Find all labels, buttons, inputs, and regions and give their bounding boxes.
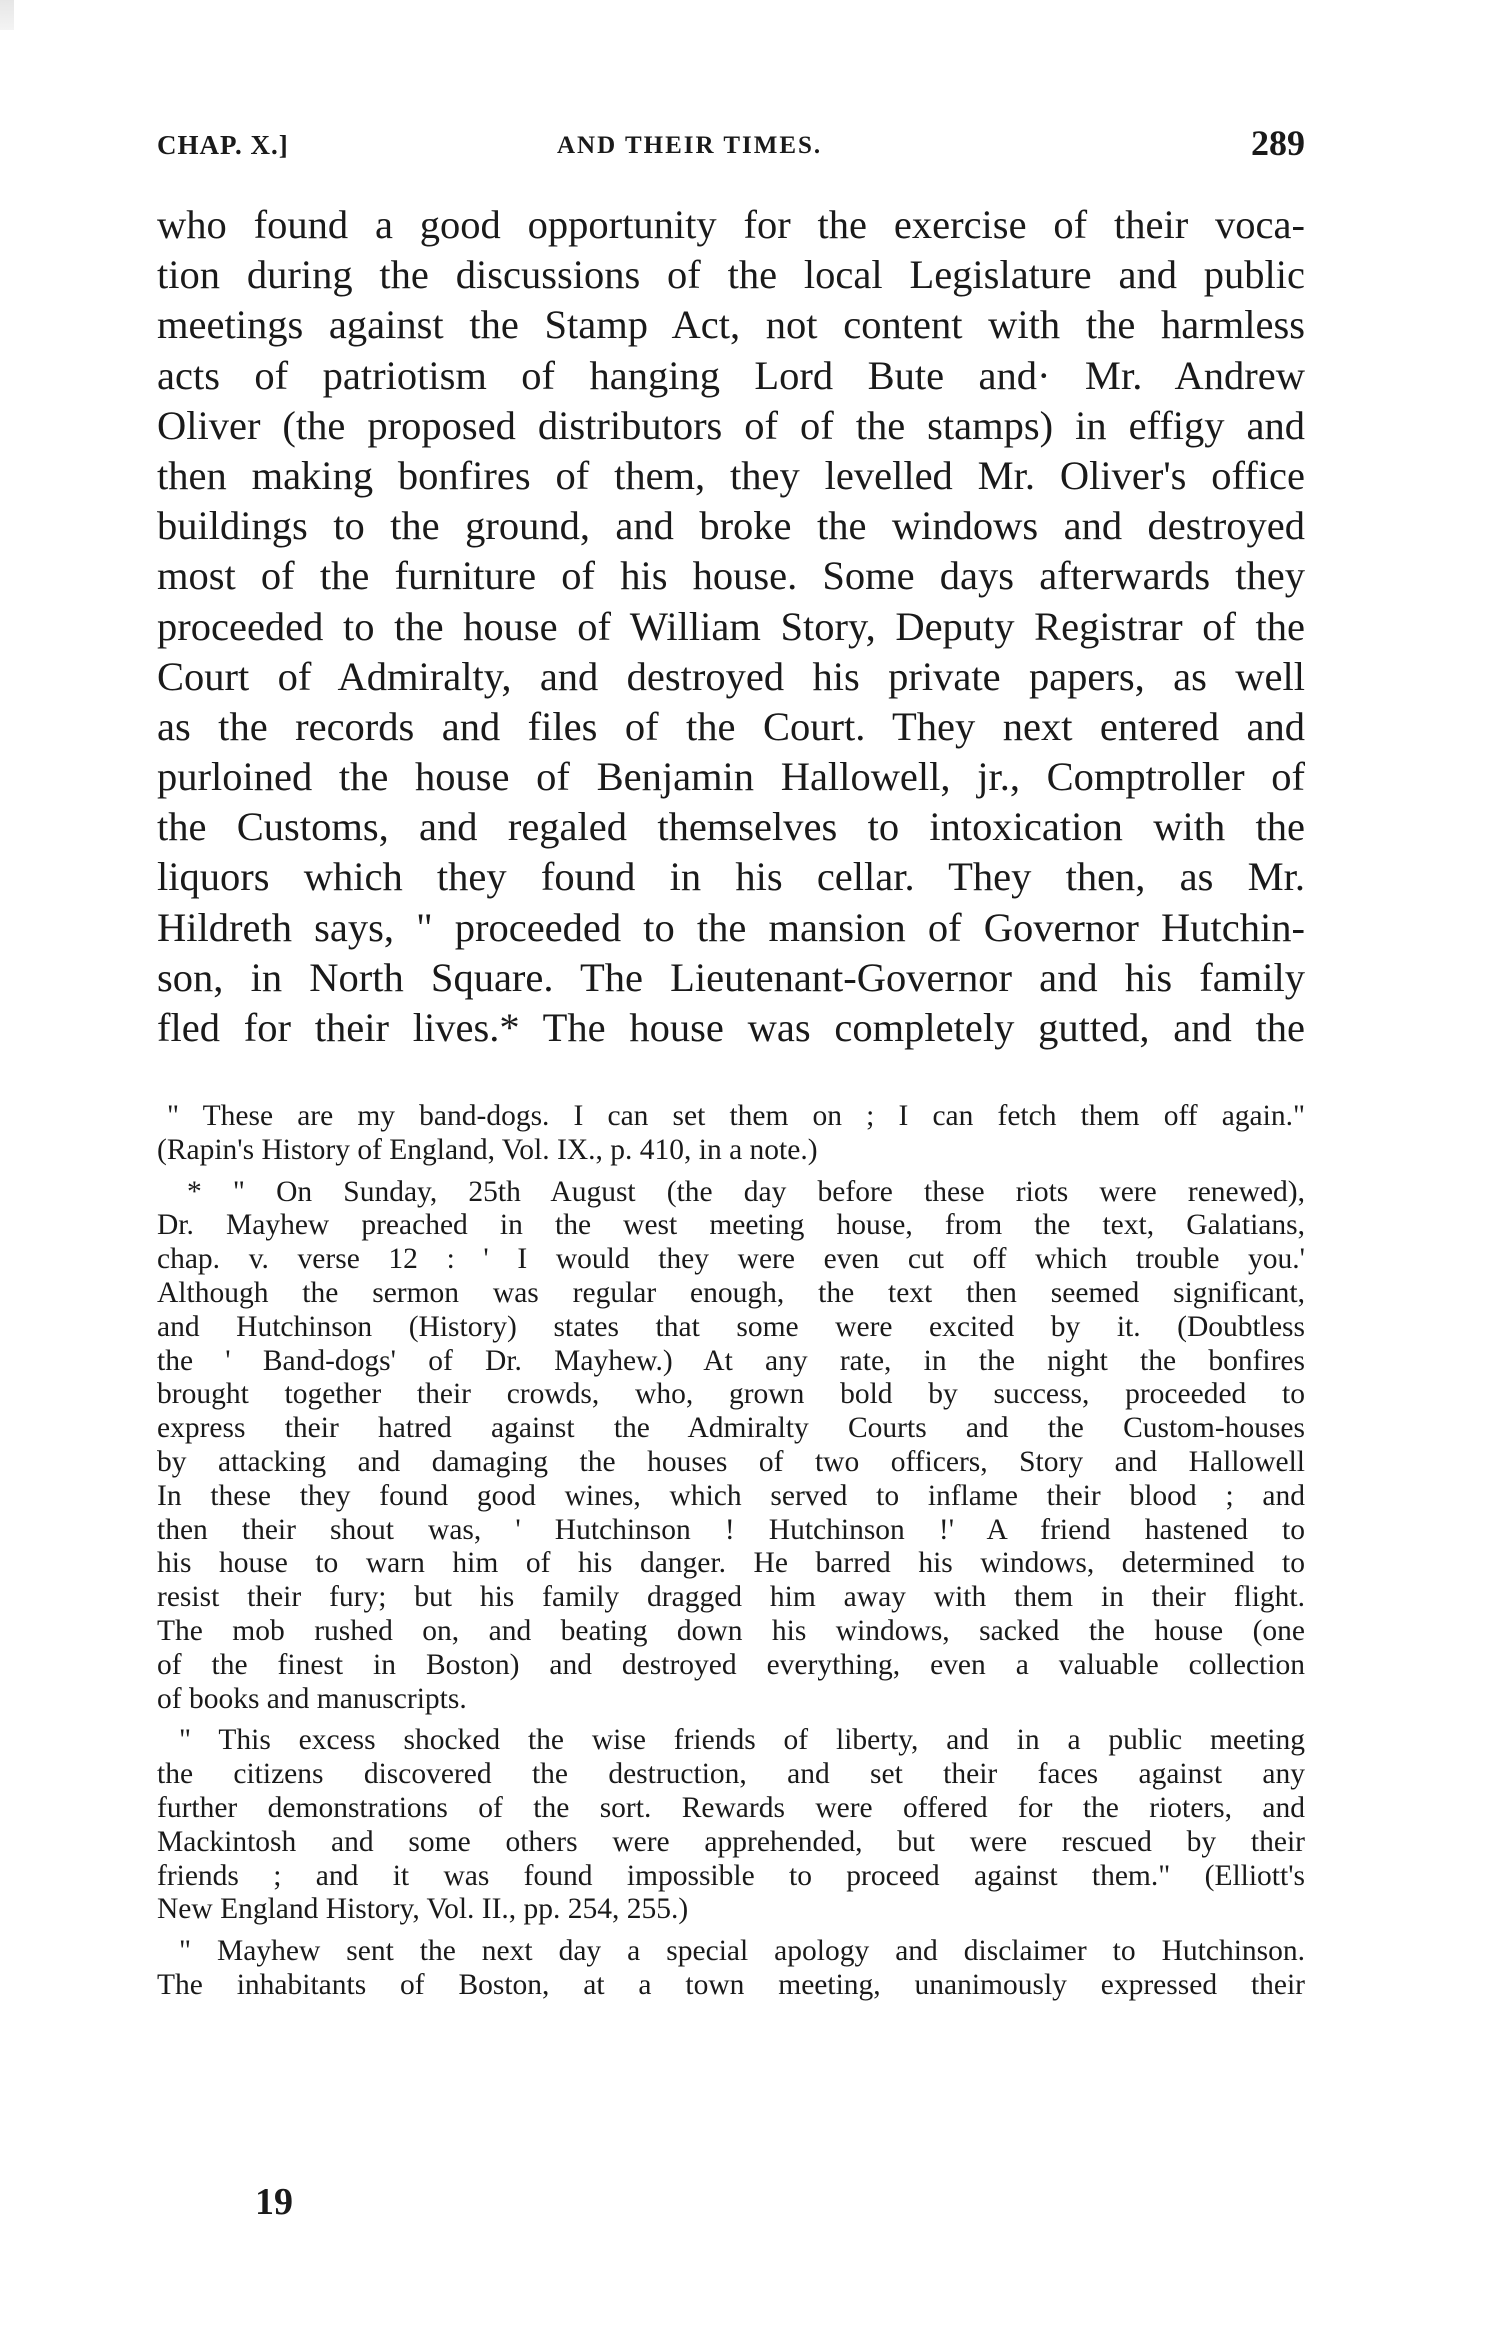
footnote-line: chap. v. verse 12 : ' I would they were even cut off which trouble you.' (157, 1243, 1305, 1276)
running-title: AND THEIR TIMES. (557, 132, 823, 159)
body-line: Court of Admiralty, and destroyed his private papers, as well (157, 653, 1305, 699)
footnote-line: the ' Band-dogs' of Dr. Mayhew.) At any rate, in the night the bonfires (157, 1344, 1305, 1377)
page-edge-mark (0, 0, 14, 30)
body-line: as the records and files of the Court. They next entered and (157, 703, 1305, 749)
footnotes (157, 1100, 1305, 2003)
footnote-line: " These are my band-dogs. I can set them on ; I can fetch them off again." (167, 1100, 1305, 1132)
footnote-line: then their shout was, ' Hutchinson ! Hutchinson !' A friend hastened to (157, 1513, 1305, 1546)
body-line: Oliver (the proposed distributors of of the stamps) in effigy and (157, 402, 1305, 448)
body-line: who found a good opportunity for the exercise of their voca- (157, 202, 1305, 247)
body-line: tion during the discussions of the local Legislature and public (157, 252, 1305, 298)
footnote-line: the citizens discovered the destruction, and set their faces against any (157, 1758, 1305, 1791)
footnote-line: Dr. Mayhew preached in the west meeting house, from the text, Galatians, (157, 1209, 1305, 1242)
footnote-line: New England History, Vol. II., pp. 254, 255.) (157, 1893, 689, 1926)
footnote-line: his house to warn him of his danger. He barred his windows, determined to (157, 1547, 1305, 1580)
footnote-line: by attacking and damaging the houses of two officers, Story and Hallowell (157, 1445, 1305, 1478)
footnote-line: In these they found good wines, which served to inflame their blood ; and (157, 1479, 1305, 1512)
body-line: proceeded to the house of William Story, Deputy Registrar of the (157, 603, 1305, 649)
footnote-line: Mackintosh and some others were apprehended, but were rescued by their (157, 1825, 1305, 1858)
body-line: most of the furniture of his house. Some days afterwards they (157, 553, 1305, 599)
main-text (157, 200, 1305, 1053)
footnote-elliott (157, 1724, 1305, 1927)
footnote-line: " Mayhew sent the next day a special apology and disclaimer to Hutchinson. (179, 1935, 1305, 1968)
chapter-label: CHAP. X.] (157, 130, 289, 160)
body-line: Hildreth says, " proceeded to the mansion of Governor Hutchin- (157, 904, 1305, 950)
body-line: then making bonfires of them, they levelled Mr. Oliver's office (157, 452, 1305, 498)
footnote-line: brought together their crowds, who, grown bold by success, proceeded to (157, 1378, 1305, 1411)
signature-mark: 19 (255, 2181, 293, 2223)
footnote-line: The mob rushed on, and beating down his windows, sacked the house (one (157, 1614, 1305, 1647)
body-line: buildings to the ground, and broke the windows and destroyed (157, 503, 1305, 549)
footnote-mayhew (157, 1935, 1305, 2003)
footnote-line: " This excess shocked the wise friends of liberty, and in a public meeting (179, 1724, 1305, 1757)
body-line: liquors which they found in his cellar. They then, as Mr. (157, 854, 1305, 900)
footnote-line: The inhabitants of Boston, at a town meeting, unanimously expressed their (157, 1968, 1305, 2001)
body-line: meetings against the Stamp Act, not content with the harmless (157, 302, 1305, 348)
footnote-line: Although the sermon was regular enough, the text then seemed significant, (157, 1276, 1305, 1309)
footnote-line: of the finest in Boston) and destroyed everything, even a valuable collection (157, 1648, 1305, 1681)
running-header (157, 122, 1305, 162)
footnote-epigraph (157, 1100, 1305, 1168)
footnote-line: further demonstrations of the sort. Rewards were offered for the rioters, and (157, 1791, 1305, 1824)
page-number: 289 (1251, 123, 1305, 163)
footnote-line: resist their fury; but his family dragged him away with them in their flight. (157, 1581, 1305, 1614)
footnote-line: friends ; and it was found impossible to proceed against them." (Elliott's (157, 1859, 1305, 1892)
footnote-line: * " On Sunday, 25th August (the day before these riots were renewed), (187, 1175, 1305, 1208)
footnote-line: of books and manuscripts. (157, 1682, 467, 1715)
body-line: son, in North Square. The Lieutenant-Governor and his family (157, 954, 1305, 1000)
footnote-asterisk (157, 1176, 1305, 1717)
body-line: the Customs, and regaled themselves to intoxication with the (157, 804, 1305, 850)
body-line: fled for their lives.* The house was completely gutted, and the (157, 1005, 1305, 1050)
body-line: acts of patriotism of hanging Lord Bute and· Mr. Andrew (157, 352, 1305, 398)
footnote-line: (Rapin's History of England, Vol. IX., p. 410, in a note.) (157, 1133, 818, 1166)
footnote-line: and Hutchinson (History) states that some were excited by it. (Doubtless (157, 1310, 1305, 1343)
footnote-line: express their hatred against the Admiralty Courts and the Custom-houses (157, 1412, 1305, 1445)
body-line: purloined the house of Benjamin Hallowell, jr., Comptroller of (157, 754, 1305, 800)
